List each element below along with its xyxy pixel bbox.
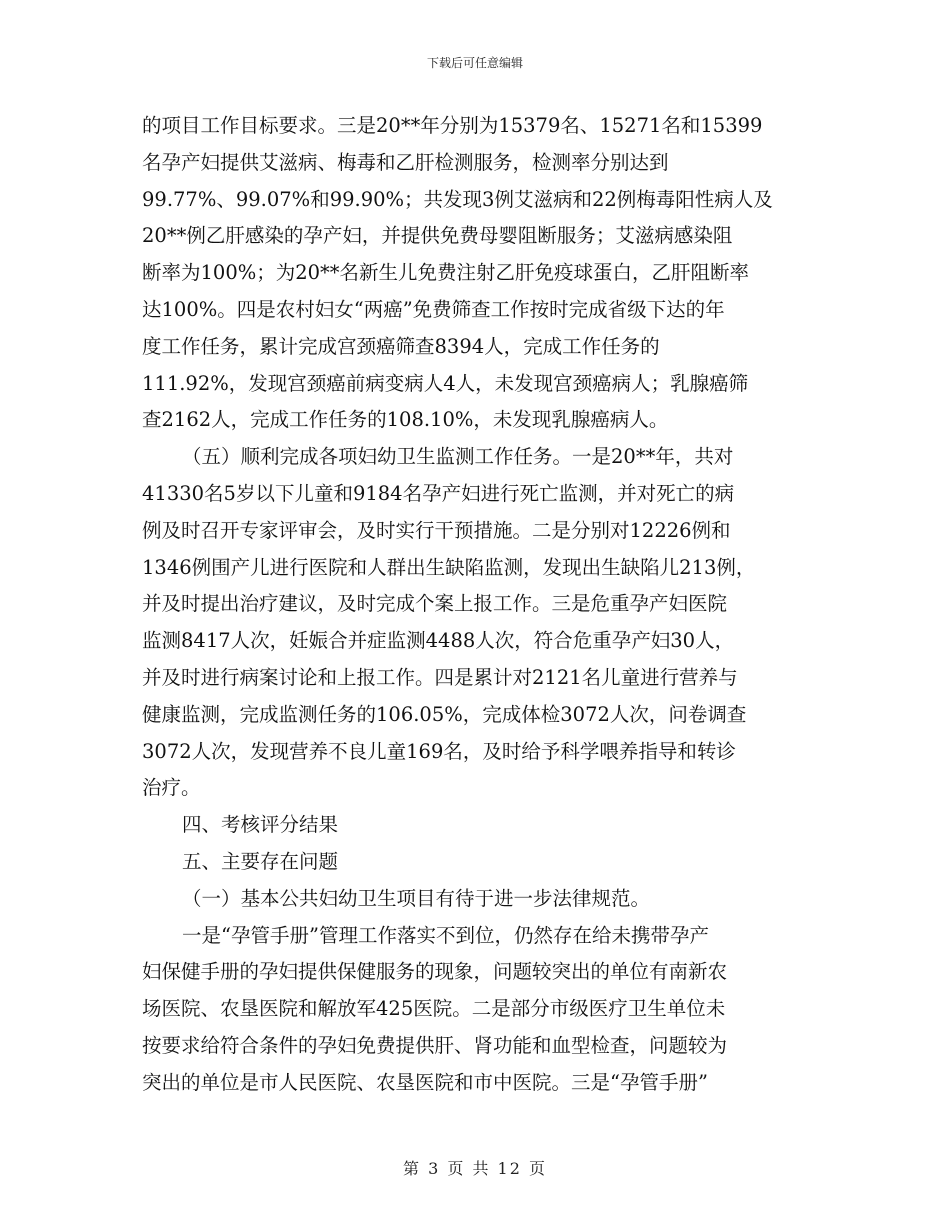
text-line: 达100%。四是农村妇女“两癌”免费筛查工作按时完成省级下达的年	[142, 297, 725, 321]
text-line: 111.92%，发现宫颈癌前病变病人4人，未发现宫颈癌病人；乳腺癌筛	[142, 371, 749, 395]
text-line: 99.77%、99.07%和99.90%；共发现3例艾滋病和22例梅毒阳性病人及	[142, 187, 773, 211]
text-line: 查2162人，完成工作任务的108.10%，未发现乳腺癌病人。	[142, 408, 669, 432]
section-heading: 四、考核评分结果	[182, 813, 339, 837]
text-line: 突出的单位是市人民医院、农垦医院和市中医院。三是“孕管手册”	[142, 1070, 708, 1094]
text-line: 1346例围产儿进行医院和人群出生缺陷监测，发现出生缺陷儿213例，	[142, 555, 756, 579]
text-line: 例及时召开专家评审会，及时实行干预措施。二是分别对12226例和	[142, 518, 731, 542]
text-line: 按要求给符合条件的孕妇免费提供肝、肾功能和血型检查，问题较为	[142, 1033, 728, 1057]
text-line: 的项目工作目标要求。三是20**年分别为15379名、15271名和15399	[142, 114, 763, 137]
section-heading: 五、主要存在问题	[182, 849, 339, 873]
text-line: 断率为100%；为20**名新生儿免费注射乙肝免疫球蛋白，乙肝阻断率	[142, 261, 750, 285]
paragraph-start-line: 一是“孕管手册”管理工作落实不到位，仍然存在给未携带孕产	[182, 923, 709, 947]
page-footer: 第 3 页 共 12 页	[403, 1159, 547, 1178]
document-body	[142, 108, 812, 1102]
text-line: 3072人次，发现营养不良儿童169名，及时给予科学喂养指导和转诊	[142, 739, 736, 763]
paragraph-start-line: （五）顺利完成各项妇幼卫生监测工作任务。一是20**年，共对	[182, 445, 734, 469]
text-line: 20**例乙肝感染的孕产妇，并提供免费母婴阻断服务；艾滋病感染阻	[142, 224, 733, 248]
page-header: 下载后可任意编辑	[426, 56, 523, 70]
text-line: 场医院、农垦医院和解放军425医院。二是部分市级医疗卫生单位未	[142, 997, 726, 1021]
text-line: 妇保健手册的孕妇提供保健服务的现象，问题较突出的单位有南新农	[142, 960, 728, 984]
text-line: 治疗。	[142, 776, 201, 800]
subsection-heading: （一）基本公共妇幼卫生项目有待于进一步法律规范。	[182, 886, 651, 910]
text-line: 健康监测，完成监测任务的106.05%，完成体检3072人次，问卷调查	[142, 702, 747, 726]
text-line: 度工作任务，累计完成宫颈癌筛查8394人，完成工作任务的	[142, 334, 660, 358]
text-line: 41330名5岁以下儿童和9184名孕产妇进行死亡监测，并对死亡的病	[142, 481, 735, 505]
text-line: 监测8417人次，妊娠合并症监测4488人次，符合危重孕产妇30人，	[142, 629, 735, 653]
text-line: 名孕产妇提供艾滋病、梅毒和乙肝检测服务，检测率分别达到	[142, 150, 669, 174]
text-line: 并及时提出治疗建议，及时完成个案上报工作。三是危重孕产妇医院	[142, 592, 728, 616]
text-line: 并及时进行病案讨论和上报工作。四是累计对2121名儿童进行营养与	[142, 665, 738, 689]
